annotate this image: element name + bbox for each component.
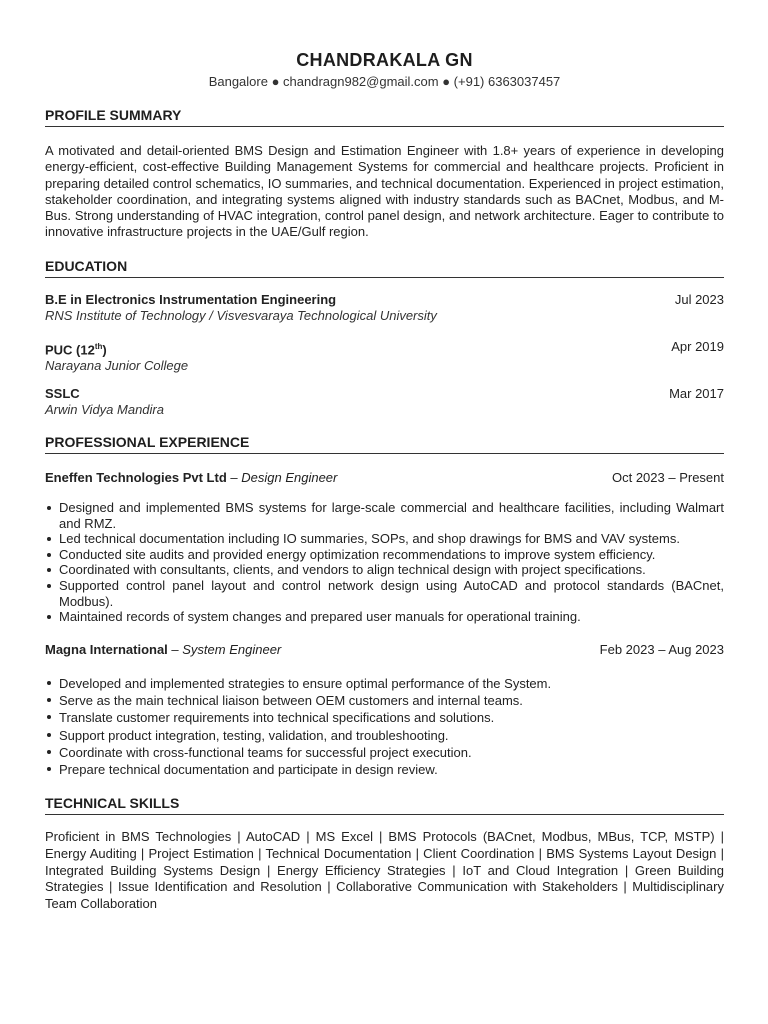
bullet-item: Serve as the main technical liaison between OEM customers and internal teams. bbox=[45, 692, 724, 709]
education-date: Mar 2017 bbox=[669, 386, 724, 401]
education-title-end: ) bbox=[102, 342, 107, 358]
education-date: Jul 2023 bbox=[674, 292, 724, 307]
profile-section bbox=[45, 107, 724, 241]
education-title: B.E in Electronics Instrumentation Engineering bbox=[45, 292, 337, 307]
bullet-item: Conducted site audits and provided energy optimization recommendations to improve system efficiency. bbox=[45, 547, 724, 563]
experience-heading: PROFESSIONAL EXPERIENCE bbox=[45, 434, 724, 454]
job-dates: Oct 2023 – Present bbox=[611, 470, 724, 485]
profile-heading: PROFILE SUMMARY bbox=[45, 107, 724, 127]
bullet-item: Designed and implemented BMS systems for large-scale commercial and healthcare facilities, including Walmart and RMZ. bbox=[45, 500, 724, 531]
education-item bbox=[45, 386, 724, 426]
candidate-name: CHANDRAKALA GN bbox=[296, 50, 473, 70]
education-title-superscript: th bbox=[94, 342, 103, 351]
job-header bbox=[45, 470, 724, 486]
education-title: SSLC bbox=[45, 386, 80, 401]
education-title: PUC (12 bbox=[45, 342, 95, 358]
skills-text: Proficient in BMS Technologies | AutoCAD | MS Excel | BMS Protocols (BACnet, Modbus, MBus, TCP, MSTP) | Energy Auditing | Project Estimation | Technical Documentation | Client Coordination | BMS Systems Layout Design | Integrated Building Systems Design | Energy Efficiency Strategies | IoT and Cloud Integration | Green Building Strategies | Issue Identification and Resolution | Collaborative Communication with Stakeholders | Multidisciplinary Team Collaboration bbox=[45, 829, 724, 912]
education-item bbox=[45, 292, 724, 339]
skills-section bbox=[45, 795, 724, 913]
education-institution: RNS Institute of Technology / Visvesvaraya Technological University bbox=[45, 308, 437, 323]
bullet-item: Coordinate with cross-functional teams for successful project execution. bbox=[45, 744, 724, 761]
job-bullets bbox=[45, 675, 724, 779]
job-header bbox=[45, 642, 724, 658]
bullet-item: Supported control panel layout and control network design using AutoCAD and protocol standards (BACnet, Modbus). bbox=[45, 578, 724, 609]
experience-section bbox=[45, 434, 724, 779]
education-heading: EDUCATION bbox=[45, 258, 724, 278]
contact-line: Bangalore ● chandragn982@gmail.com ● (+91) 6363037457 bbox=[208, 74, 561, 89]
education-institution: Narayana Junior College bbox=[45, 358, 189, 374]
job-company: Eneffen Technologies Pvt Ltd bbox=[45, 470, 227, 485]
job-dates: Feb 2023 – Aug 2023 bbox=[599, 641, 724, 657]
education-section bbox=[45, 258, 724, 426]
job-role: System Engineer bbox=[182, 641, 282, 657]
job-company: Magna International bbox=[45, 641, 168, 657]
job-bullets bbox=[45, 500, 724, 625]
job-role: Design Engineer bbox=[241, 470, 338, 485]
education-item bbox=[45, 339, 724, 386]
bullet-item: Developed and implemented strategies to ensure optimal performance of the System. bbox=[45, 675, 724, 692]
skills-heading: TECHNICAL SKILLS bbox=[45, 795, 724, 815]
bullet-item: Translate customer requirements into technical specifications and solutions. bbox=[45, 709, 724, 726]
bullet-item: Led technical documentation including IO summaries, SOPs, and shop drawings for BMS and VAV systems. bbox=[45, 531, 724, 547]
bullet-item: Prepare technical documentation and participate in design review. bbox=[45, 761, 724, 778]
job-separator: – bbox=[167, 641, 183, 657]
education-date: Apr 2019 bbox=[671, 339, 724, 354]
bullet-item: Coordinated with consultants, clients, and vendors to align technical design with project specifications. bbox=[45, 562, 724, 578]
bullet-item: Maintained records of system changes and prepared user manuals for operational training. bbox=[45, 609, 724, 625]
education-institution: Arwin Vidya Mandira bbox=[45, 402, 164, 417]
job-separator: – bbox=[226, 470, 242, 485]
profile-text: A motivated and detail-oriented BMS Design and Estimation Engineer with 1.8+ years of experience in developing energy-efficient, cost-effective Building Management Systems for commercial and healthcare projects. Proficient in preparing detailed control schematics, IO summaries, and technical documentation. Experienced in project estimation, stakeholder coordination, and integrating systems aligned with industry standards such as BACnet, Modbus, and M-Bus. Strong understanding of HVAC integration, control panel design, and network architecture. Eager to contribute to innovative infrastructure projects in the UAE/Gulf region. bbox=[45, 143, 724, 240]
bullet-item: Support product integration, testing, validation, and troubleshooting. bbox=[45, 727, 724, 744]
